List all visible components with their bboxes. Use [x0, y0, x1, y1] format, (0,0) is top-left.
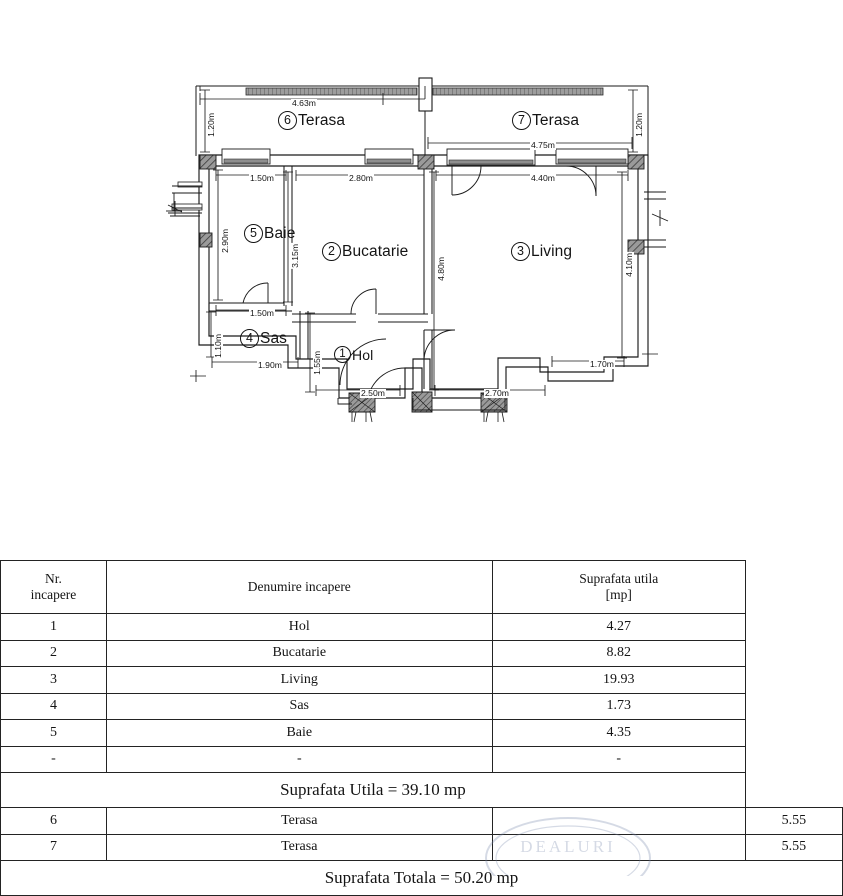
cell-nr: 5 [1, 720, 107, 747]
room-label-sas-4 [240, 329, 287, 348]
cell-nr: 6 [1, 808, 107, 835]
table-total-row [1, 861, 843, 896]
windows [172, 149, 628, 210]
cell-nr: 4 [1, 693, 107, 720]
room-label-terasa-6 [278, 111, 345, 130]
dimension-text: 3.15m [290, 244, 300, 268]
dimension-text: 1.20m [206, 113, 216, 137]
table-row [1, 640, 843, 667]
dimension-text: 4.10m [624, 253, 634, 277]
room-number-badge: 4 [240, 329, 259, 348]
table-row [1, 614, 843, 641]
room-name-text: Living [531, 242, 573, 260]
dimension-text: 1.70m [590, 359, 614, 369]
dimension-text: 1.50m [250, 308, 274, 318]
header-suprafata [492, 561, 745, 614]
cell-area: 19.93 [492, 667, 745, 694]
cell-name: Hol [106, 614, 492, 641]
cell-nr: 2 [1, 640, 107, 667]
dimension-text: 1.10m [213, 334, 223, 358]
cell-area: 5.55 [745, 834, 842, 861]
table-row [1, 667, 843, 694]
cell-name: Terasa [106, 808, 492, 835]
table-subtotal-row [1, 773, 843, 808]
cell-area: 5.55 [745, 808, 842, 835]
dimension-text: 2.90m [220, 229, 230, 253]
cell-nr: 1 [1, 614, 107, 641]
doors [243, 166, 596, 406]
header-denumire: Denumire incapere [106, 561, 492, 614]
dimension-text: 1.20m [634, 113, 644, 137]
header-area-line1: Suprafata utila [579, 571, 659, 587]
cell-area: 8.82 [492, 640, 745, 667]
table-row [1, 693, 843, 720]
header-nr-line2: incapere [30, 587, 77, 602]
room-name-text: Terasa [532, 111, 580, 129]
dimension-text: 4.63m [292, 98, 316, 108]
svg-text:DEALURI: DEALURI [520, 837, 616, 856]
dimension-text: 2.70m [485, 388, 509, 398]
room-name-text: Hol [352, 346, 374, 363]
room-name-text: Baie [264, 224, 296, 242]
cell-name: - [106, 746, 492, 773]
cell-area-blank [492, 834, 745, 861]
dimension-text: 4.75m [531, 140, 555, 150]
table-row-terrace [1, 808, 843, 835]
room-schedule-table-wrap [0, 560, 843, 887]
room-name-text: Bucatarie [342, 242, 409, 260]
room-number-badge: 7 [512, 111, 531, 130]
cell-area: 4.27 [492, 614, 745, 641]
table-row [1, 746, 843, 773]
room-number-badge: 2 [322, 242, 341, 261]
cell-nr: 3 [1, 667, 107, 694]
room-label-living-3 [511, 242, 572, 261]
table-header-row [1, 561, 843, 614]
cell-nr: - [1, 746, 107, 773]
room-number-badge: 5 [244, 224, 263, 243]
dimension-text: 4.80m [436, 257, 446, 281]
room-schedule-table [0, 560, 843, 896]
cell-name: Terasa [106, 834, 492, 861]
dimension-text: 1.90m [258, 360, 282, 370]
cell-area: 1.73 [492, 693, 745, 720]
room-number-badge: 1 [334, 346, 351, 363]
header-nr-incapere [1, 561, 107, 614]
cell-name: Living [106, 667, 492, 694]
subtotal-text: Suprafata Utila = 39.10 mp [1, 773, 746, 808]
cell-nr: 7 [1, 834, 107, 861]
cell-area: - [492, 746, 745, 773]
room-number-badge: 6 [278, 111, 297, 130]
room-label-hol-1 [334, 346, 373, 363]
room-label-terasa-7 [512, 111, 579, 130]
room-label-baie-5 [244, 224, 295, 243]
cell-name: Bucatarie [106, 640, 492, 667]
header-area-line2: [mp] [605, 587, 632, 602]
table-row [1, 720, 843, 747]
total-text: Suprafata Totala = 50.20 mp [1, 861, 843, 896]
room-name-text: Sas [260, 329, 288, 347]
cell-name: Sas [106, 693, 492, 720]
dimension-text: 1.50m [250, 173, 274, 183]
dimension-text: 1.55m [312, 351, 322, 375]
room-number-badge: 3 [511, 242, 530, 261]
exterior-marks-left [166, 186, 202, 216]
dimension-text: 4.40m [531, 173, 555, 183]
cell-area: 4.35 [492, 720, 745, 747]
cell-area-blank [492, 808, 745, 835]
cell-name: Baie [106, 720, 492, 747]
table-row-terrace [1, 834, 843, 861]
dimension-text: 2.50m [361, 388, 385, 398]
dimension-text: 2.80m [349, 173, 373, 183]
room-label-bucatarie-2 [322, 242, 408, 261]
room-name-text: Terasa [298, 111, 346, 129]
header-nr-line1: Nr. [45, 571, 62, 587]
